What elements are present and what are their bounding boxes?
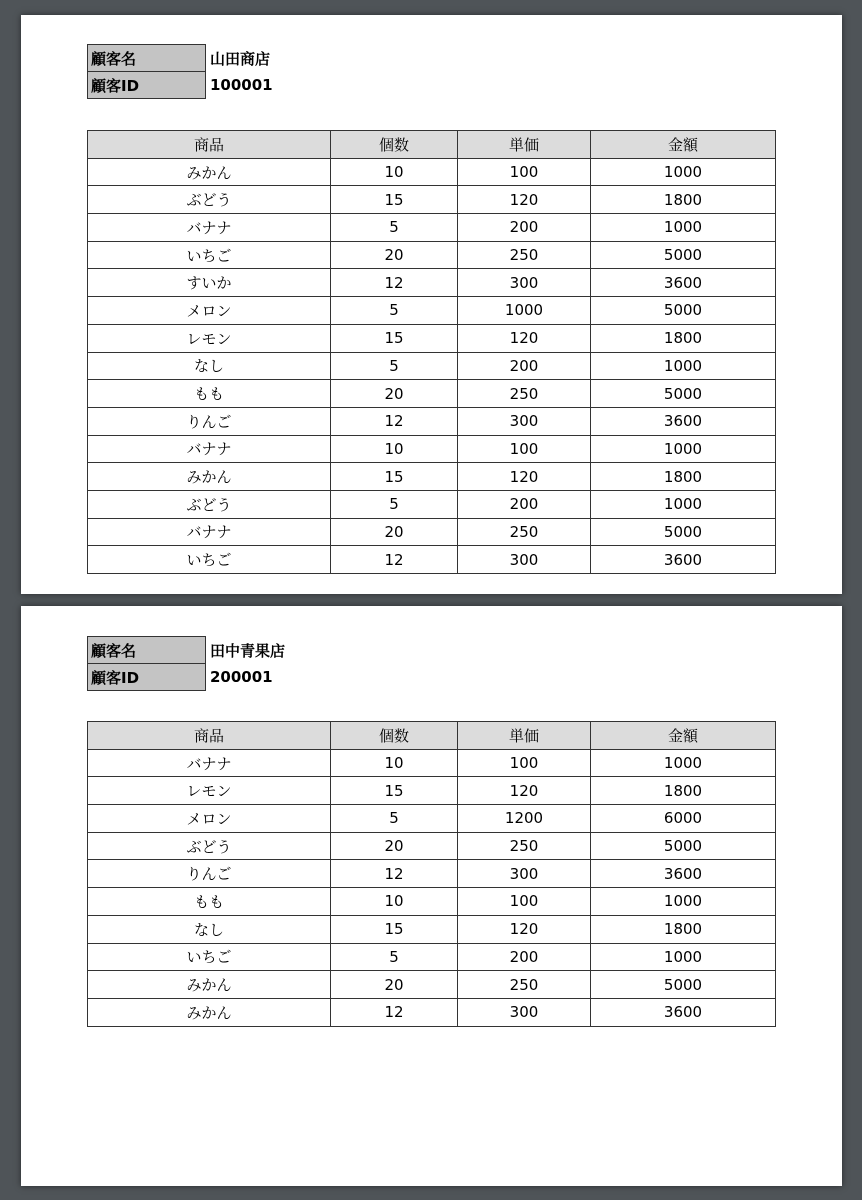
column-header-product: 商品 [88,131,331,159]
column-header-amount: 金額 [591,131,776,159]
cell-unit-price: 300 [458,860,591,888]
document-page-1 [21,15,842,594]
cell-product: みかん [88,158,331,186]
table-row [88,518,776,546]
cell-amount: 1000 [591,352,776,380]
cell-quantity: 12 [331,546,458,574]
cell-quantity: 5 [331,805,458,833]
cell-amount: 1800 [591,463,776,491]
cell-quantity: 20 [331,832,458,860]
cell-amount: 5000 [591,832,776,860]
cell-product: メロン [88,805,331,833]
customer-id-label: 顧客ID [88,72,206,99]
cell-unit-price: 300 [458,546,591,574]
table-row [88,777,776,805]
table-row [88,832,776,860]
cell-unit-price: 200 [458,943,591,971]
cell-product: なし [88,915,331,943]
cell-quantity: 12 [331,269,458,297]
customer-name-value: 田中青果店 [210,641,286,660]
cell-amount: 1800 [591,777,776,805]
items-header-row [88,131,776,159]
cell-quantity: 5 [331,214,458,242]
table-row [88,214,776,242]
cell-unit-price: 300 [458,269,591,297]
table-row [88,971,776,999]
table-row [88,943,776,971]
cell-unit-price: 120 [458,324,591,352]
cell-amount: 1800 [591,915,776,943]
table-row [88,297,776,325]
cell-quantity: 15 [331,324,458,352]
customer-name-row [88,637,286,664]
cell-unit-price: 250 [458,380,591,408]
cell-amount: 5000 [591,297,776,325]
table-row [88,998,776,1026]
table-row [88,490,776,518]
cell-product: ぶどう [88,490,331,518]
cell-product: みかん [88,998,331,1026]
customer-name-value: 山田商店 [210,49,271,68]
cell-unit-price: 120 [458,463,591,491]
column-header-amount: 金額 [591,722,776,750]
customer-id-value: 200001 [210,668,273,686]
cell-quantity: 20 [331,971,458,999]
cell-unit-price: 120 [458,915,591,943]
table-row [88,860,776,888]
cell-quantity: 15 [331,463,458,491]
cell-unit-price: 250 [458,832,591,860]
cell-quantity: 20 [331,380,458,408]
cell-amount: 3600 [591,998,776,1026]
column-header-quantity: 個数 [331,722,458,750]
cell-quantity: 12 [331,860,458,888]
customer-id-label: 顧客ID [88,664,206,691]
cell-quantity: 15 [331,915,458,943]
table-row [88,546,776,574]
cell-unit-price: 250 [458,971,591,999]
cell-amount: 3600 [591,860,776,888]
column-header-unit-price: 単価 [458,722,591,750]
cell-product: バナナ [88,518,331,546]
cell-quantity: 15 [331,186,458,214]
table-row [88,158,776,186]
cell-product: ぶどう [88,186,331,214]
cell-quantity: 5 [331,297,458,325]
cell-amount: 6000 [591,805,776,833]
cell-product: もも [88,888,331,916]
customer-name-row [88,45,273,72]
cell-amount: 1000 [591,943,776,971]
table-row [88,324,776,352]
cell-unit-price: 200 [458,214,591,242]
cell-product: いちご [88,546,331,574]
cell-unit-price: 300 [458,998,591,1026]
cell-unit-price: 250 [458,241,591,269]
cell-unit-price: 250 [458,518,591,546]
cell-product: いちご [88,241,331,269]
cell-product: みかん [88,463,331,491]
column-header-quantity: 個数 [331,131,458,159]
cell-amount: 1000 [591,214,776,242]
table-row [88,241,776,269]
items-table [87,130,776,574]
table-row [88,435,776,463]
cell-quantity: 20 [331,518,458,546]
cell-quantity: 12 [331,998,458,1026]
table-row [88,380,776,408]
cell-amount: 5000 [591,241,776,269]
customer-id-row [88,72,273,99]
cell-amount: 3600 [591,407,776,435]
cell-amount: 5000 [591,380,776,408]
cell-unit-price: 100 [458,888,591,916]
cell-quantity: 10 [331,749,458,777]
cell-quantity: 12 [331,407,458,435]
cell-product: メロン [88,297,331,325]
table-row [88,352,776,380]
cell-unit-price: 200 [458,490,591,518]
table-row [88,463,776,491]
cell-product: みかん [88,971,331,999]
customer-id-row [88,664,286,691]
cell-amount: 5000 [591,518,776,546]
cell-unit-price: 120 [458,777,591,805]
cell-amount: 1800 [591,324,776,352]
items-table [87,721,776,1027]
cell-unit-price: 1000 [458,297,591,325]
items-header-row [88,722,776,750]
customer-id-value: 100001 [210,76,273,94]
cell-unit-price: 120 [458,186,591,214]
cell-product: レモン [88,324,331,352]
cell-amount: 1000 [591,888,776,916]
cell-amount: 1000 [591,158,776,186]
table-row [88,269,776,297]
cell-amount: 3600 [591,546,776,574]
cell-product: いちご [88,943,331,971]
cell-amount: 5000 [591,971,776,999]
cell-amount: 1800 [591,186,776,214]
customer-info-table [87,636,286,691]
table-row [88,749,776,777]
cell-unit-price: 100 [458,158,591,186]
cell-quantity: 15 [331,777,458,805]
cell-product: りんご [88,860,331,888]
table-row [88,407,776,435]
column-header-product: 商品 [88,722,331,750]
cell-product: バナナ [88,214,331,242]
cell-product: りんご [88,407,331,435]
cell-unit-price: 100 [458,435,591,463]
cell-quantity: 5 [331,943,458,971]
cell-unit-price: 100 [458,749,591,777]
cell-quantity: 10 [331,888,458,916]
cell-quantity: 5 [331,352,458,380]
cell-product: バナナ [88,435,331,463]
cell-product: すいか [88,269,331,297]
cell-amount: 1000 [591,490,776,518]
customer-name-label: 顧客名 [88,637,206,664]
cell-unit-price: 300 [458,407,591,435]
document-page-2 [21,606,842,1186]
cell-amount: 3600 [591,269,776,297]
cell-unit-price: 200 [458,352,591,380]
cell-product: ぶどう [88,832,331,860]
column-header-unit-price: 単価 [458,131,591,159]
cell-product: バナナ [88,749,331,777]
cell-product: もも [88,380,331,408]
cell-quantity: 10 [331,158,458,186]
cell-product: なし [88,352,331,380]
cell-quantity: 5 [331,490,458,518]
table-row [88,186,776,214]
cell-amount: 1000 [591,749,776,777]
table-row [88,805,776,833]
cell-amount: 1000 [591,435,776,463]
cell-quantity: 20 [331,241,458,269]
cell-quantity: 10 [331,435,458,463]
customer-name-label: 顧客名 [88,45,206,72]
table-row [88,888,776,916]
cell-product: レモン [88,777,331,805]
customer-info-table [87,44,273,99]
cell-unit-price: 1200 [458,805,591,833]
table-row [88,915,776,943]
